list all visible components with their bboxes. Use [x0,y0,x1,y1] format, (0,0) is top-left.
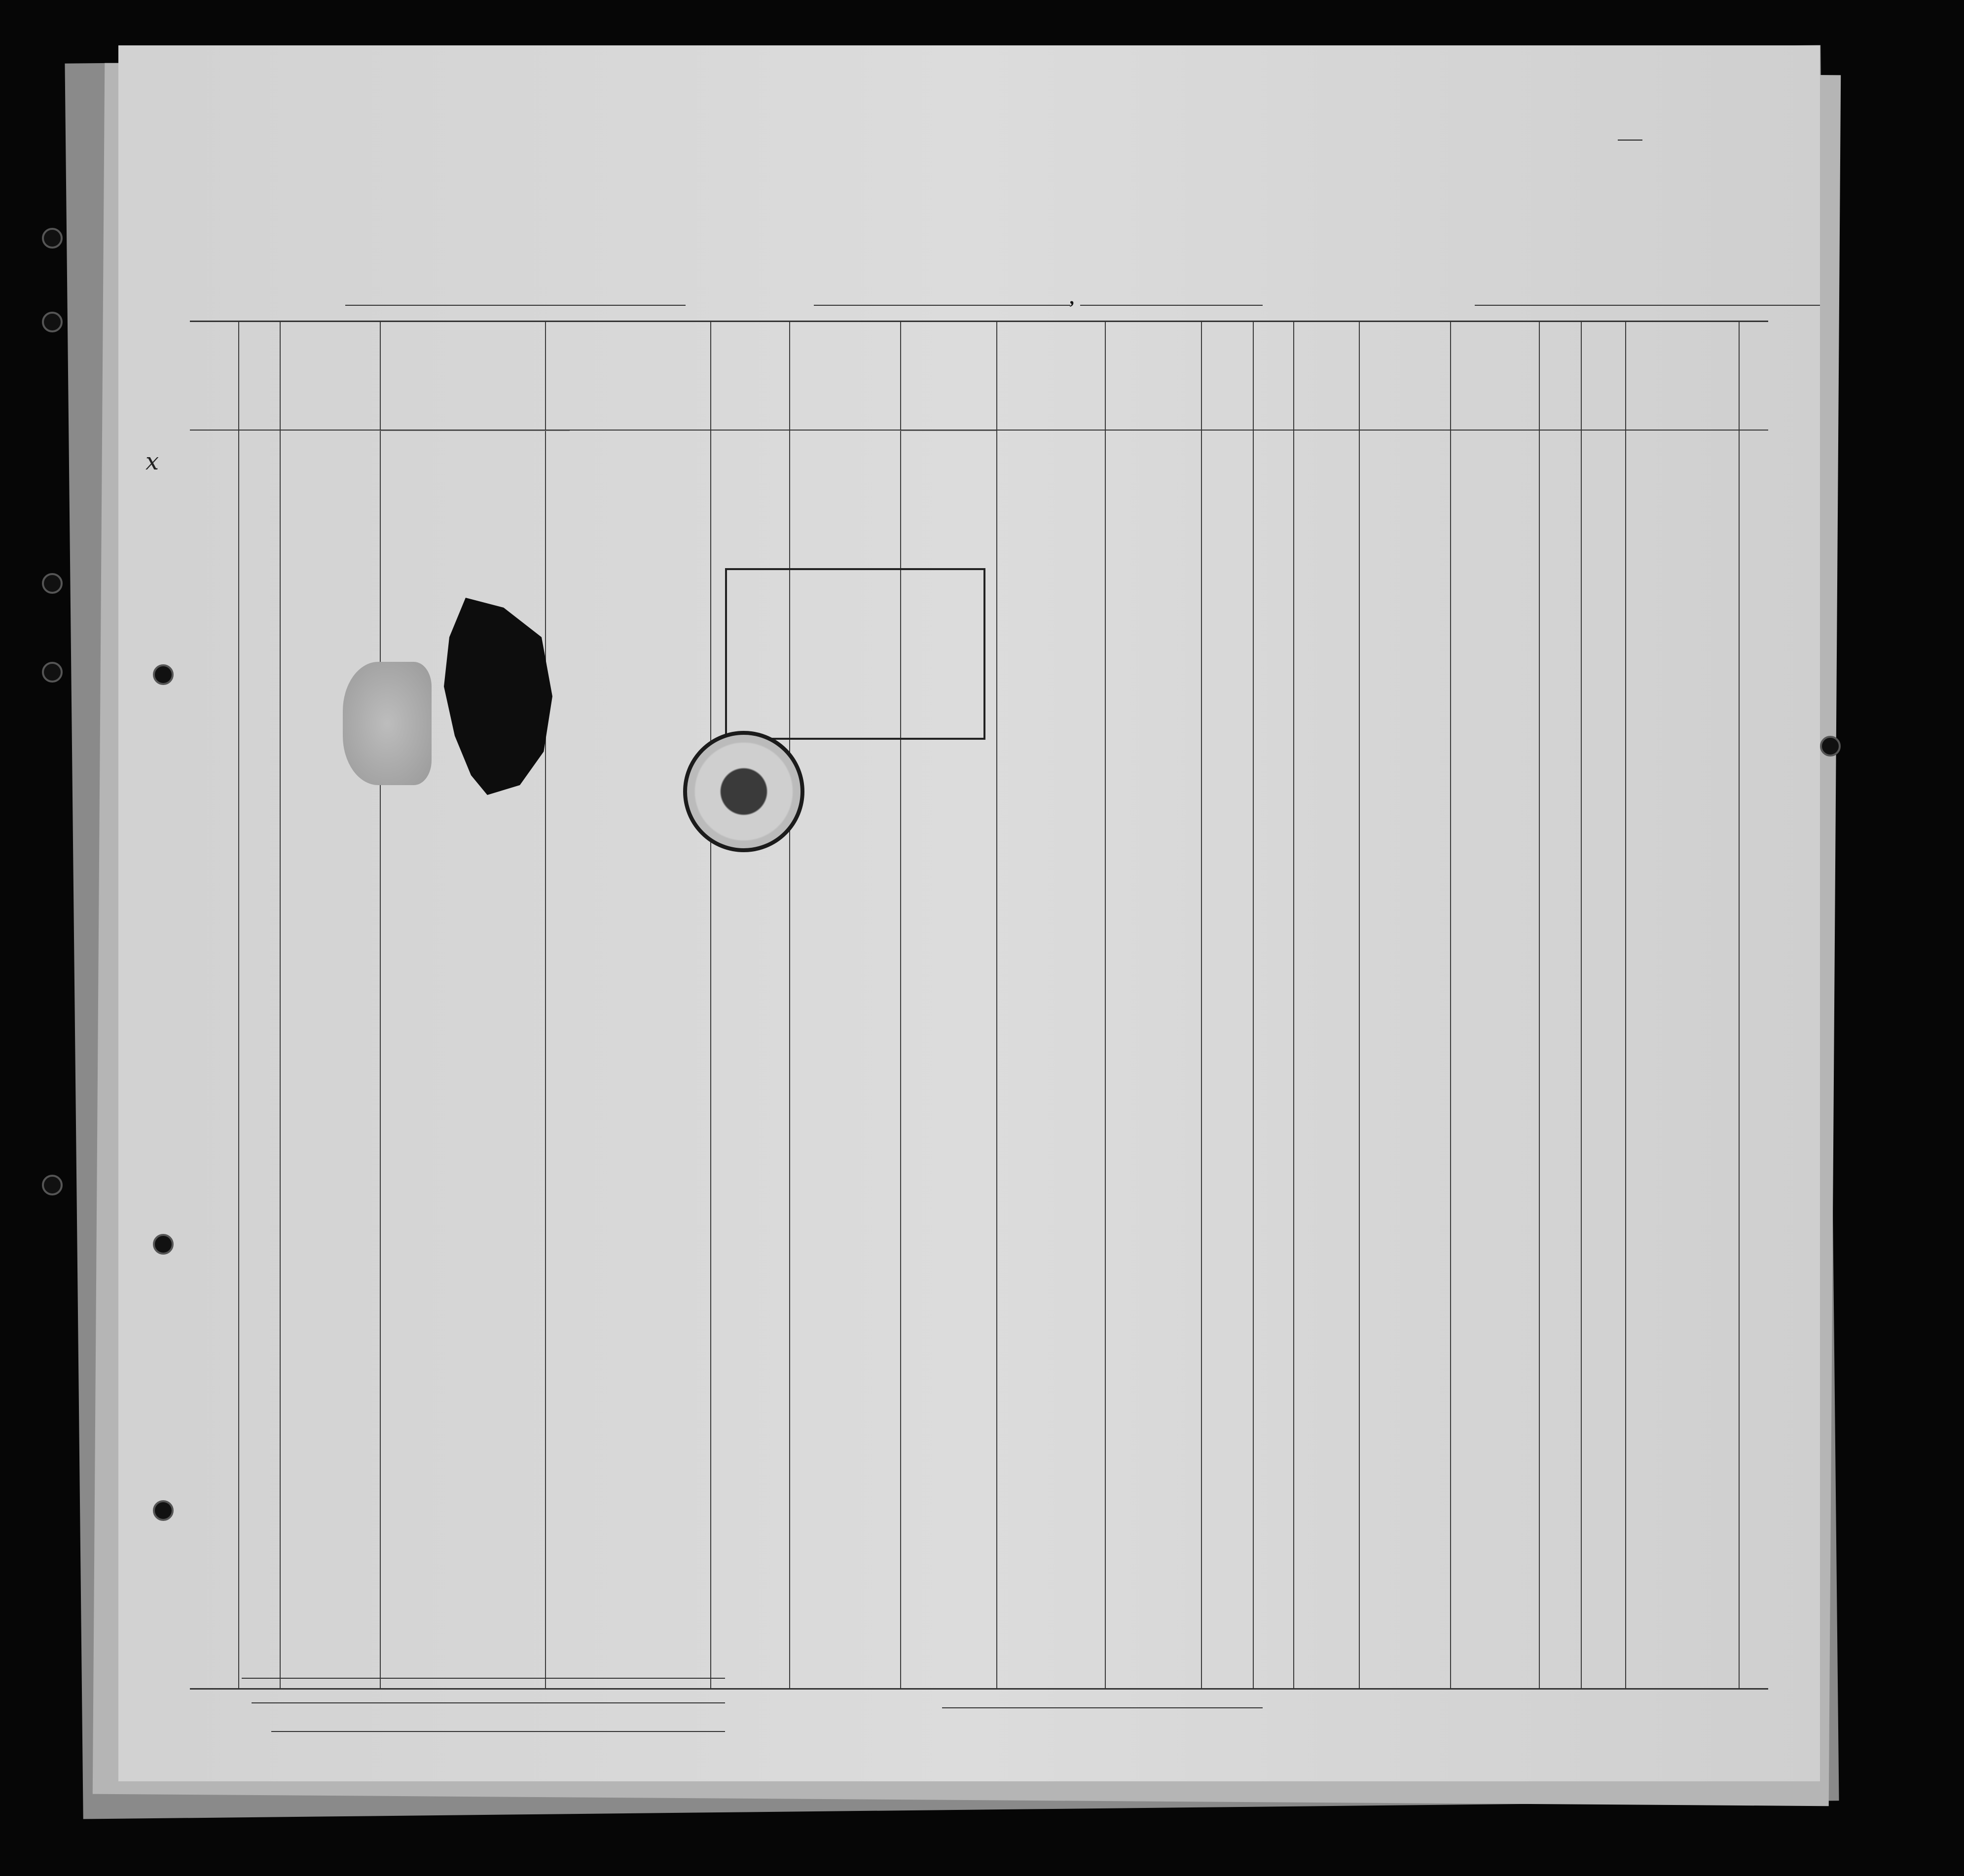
manifest-sheet [118,45,1820,1781]
punch-hole [1820,736,1841,757]
sheet-number [1618,114,1642,140]
vessel-line: , [281,283,1835,313]
consulate-seal [683,731,804,852]
punch-hole [42,312,63,332]
punch-hole [153,1500,174,1521]
embossed-seal [343,662,432,785]
visa-stamp [725,568,985,740]
punch-hole [42,573,63,594]
sheet-value [1618,114,1642,141]
punch-hole [153,1234,174,1255]
punch-hole [42,228,63,249]
punch-hole [42,1175,63,1195]
punch-hole [153,664,174,685]
punch-hole [42,662,63,683]
crew-table: x [190,321,1768,1690]
